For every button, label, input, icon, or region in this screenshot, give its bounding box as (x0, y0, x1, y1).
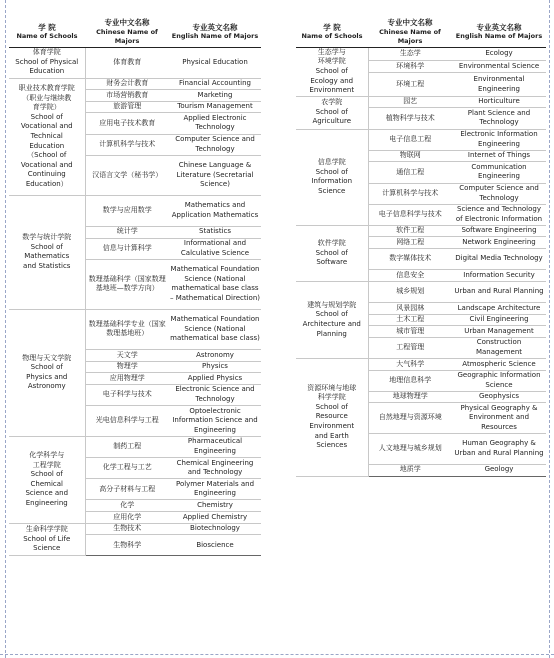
header-row (296, 18, 546, 47)
school-name-line: 工程学院 (32, 460, 61, 469)
major-chinese-name: 统计学 (85, 226, 169, 238)
major-english-name: Ecology (452, 47, 546, 60)
column-header-english: Name of Schools (16, 32, 78, 41)
major-english-name: Information Security (452, 270, 546, 282)
major-chinese-name: 汉语言文学（秘书学） (85, 155, 169, 195)
school-name-line: Education (29, 141, 65, 150)
major-english-name: Mathematics and Application Mathematics (169, 196, 261, 227)
major-english-name: Construction Management (452, 337, 546, 358)
major-chinese-name: 应用物理学 (85, 373, 169, 385)
column-header (85, 18, 169, 47)
major-english-name: Chemical Engineering and Technology (169, 458, 261, 479)
major-english-name: Optoelectronic Information Science and Engineering (169, 406, 261, 437)
major-chinese-name: 城市管理 (368, 326, 452, 338)
major-chinese-name: 高分子材料与工程 (85, 479, 169, 500)
major-english-name: Applied Electronic Technology (169, 113, 261, 134)
major-chinese-name: 电子信息科学与技术 (368, 204, 452, 225)
school-name-line: 建筑与规划学院 (307, 300, 357, 309)
major-row (296, 96, 546, 108)
school-name-line: School of (315, 310, 348, 319)
school-name-line: Astronomy (27, 382, 66, 391)
school-name (296, 359, 368, 477)
school-name-line: Physics and (26, 372, 68, 381)
major-row (9, 78, 261, 90)
school-name-line: 软件学院 (317, 238, 346, 247)
major-chinese-name: 环境工程 (368, 73, 452, 96)
school-name-line: Planning (316, 329, 347, 338)
school-name-line: School of (315, 402, 348, 411)
school-name (9, 309, 85, 436)
school-name-line: （School of (27, 151, 67, 160)
school-name (296, 129, 368, 225)
column-header (452, 18, 546, 47)
major-chinese-name: 园艺 (368, 96, 452, 108)
school-name-line: and Earth (314, 431, 349, 440)
major-row (296, 129, 546, 150)
major-chinese-name: 网络工程 (368, 237, 452, 249)
major-english-name: Science and Technology of Electronic Information (452, 204, 546, 225)
major-english-name: Landscape Architecture (452, 303, 546, 315)
major-english-name: Electronic Information Engineering (452, 129, 546, 150)
major-chinese-name: 光电信息科学与工程 (85, 406, 169, 437)
school-name-line: Science and (25, 489, 69, 498)
major-english-name: Computer Science and Technology (169, 134, 261, 155)
major-row (9, 47, 261, 78)
major-chinese-name: 天文学 (85, 350, 169, 362)
school-name-line: Agriculture (312, 117, 351, 126)
major-english-name: Internet of Things (452, 150, 546, 162)
school-name-line: Sciences (316, 441, 348, 450)
major-english-name: Horticulture (452, 96, 546, 108)
school-name-line: 环境学院 (317, 57, 346, 66)
school-name (296, 281, 368, 358)
school-name-line: School of (30, 242, 63, 251)
column-header-chinese: 专业中文名称 (387, 18, 433, 27)
school-name-line: Resource (315, 412, 348, 421)
major-chinese-name: 生态学 (368, 47, 452, 60)
school-name-line: School of (30, 363, 63, 372)
major-english-name: Statistics (169, 226, 261, 238)
major-english-name: Geographic Information Science (452, 370, 546, 391)
major-chinese-name: 环境科学 (368, 60, 452, 73)
major-english-name: Physical Geography & Environment and Resources (452, 403, 546, 434)
column-header-chinese: 学 院 (323, 22, 341, 32)
school-name-line: Education） (25, 180, 68, 189)
major-chinese-name: 地球物理学 (368, 391, 452, 403)
major-english-name: Marketing (169, 90, 261, 102)
column-header (296, 18, 368, 47)
column-header-chinese: 专业英文名称 (476, 22, 522, 32)
major-chinese-name: 风景园林 (368, 303, 452, 315)
column-header-english: Chinese Name of Majors (96, 27, 158, 46)
major-chinese-name: 地质学 (368, 464, 452, 476)
school-name-line: Engineering (25, 498, 68, 507)
major-english-name: Bioscience (169, 535, 261, 556)
major-english-name: Plant Science and Technology (452, 108, 546, 129)
school-name-line: 物理与天文学院 (22, 353, 72, 362)
major-chinese-name: 旅游管理 (85, 101, 169, 113)
major-english-name: Mathematical Foundation Science (National mathematical base class – Mathematical Direction) (169, 259, 261, 309)
header-row (9, 18, 261, 47)
school-name-line: Vocational and (20, 160, 73, 169)
major-chinese-name: 通信工程 (368, 162, 452, 183)
school-name-line: Environment (309, 422, 355, 431)
school-name-line: 信息学院 (317, 158, 346, 167)
major-english-name: Polymer Materials and Engineering (169, 479, 261, 500)
major-english-name: Electronic Science and Technology (169, 384, 261, 405)
major-row (296, 47, 546, 60)
majors-table-right-column (296, 18, 546, 477)
major-english-name: Informational and Calculative Science (169, 238, 261, 259)
major-english-name: Urban Management (452, 326, 546, 338)
school-name (9, 196, 85, 310)
major-english-name: Digital Media Technology (452, 249, 546, 270)
school-name-line: 育学院） (32, 103, 61, 112)
column-header (368, 18, 452, 47)
column-header-english: Chinese Name of Majors (379, 27, 441, 46)
major-english-name: Geophysics (452, 391, 546, 403)
major-english-name: Software Engineering (452, 225, 546, 237)
school-name-line: 体育学院 (32, 48, 61, 57)
school-name-line: School of (315, 167, 348, 176)
major-english-name: Computer Science and Technology (452, 183, 546, 204)
school-name-line: 化学科学与 (29, 450, 65, 459)
major-chinese-name: 植物科学与技术 (368, 108, 452, 129)
school-name (9, 436, 85, 523)
major-chinese-name: 生物科学 (85, 535, 169, 556)
majors-table (296, 18, 546, 477)
major-english-name: Physical Education (169, 47, 261, 78)
school-name-line: Architecture and (302, 319, 361, 328)
school-name-line: School of Life (23, 534, 71, 543)
school-name-line: 资源环境与地球 (307, 383, 357, 392)
major-chinese-name: 物理学 (85, 361, 169, 373)
school-name-line: Mathematics (24, 252, 70, 261)
major-english-name: Urban and Rural Planning (452, 281, 546, 302)
major-chinese-name: 市场营销教育 (85, 90, 169, 102)
school-name-line: 生命科学学院 (25, 525, 68, 534)
major-chinese-name: 应用电子技术教育 (85, 113, 169, 134)
major-chinese-name: 地理信息科学 (368, 370, 452, 391)
majors-table-left-column (9, 18, 261, 556)
major-english-name: Biotechnology (169, 523, 261, 535)
school-name-line: School of (315, 66, 348, 75)
major-row (296, 359, 546, 371)
column-header (169, 18, 261, 47)
major-row (9, 309, 261, 349)
school-name-line: Science (318, 186, 346, 195)
school-name (296, 96, 368, 129)
school-name (296, 47, 368, 96)
school-name (296, 225, 368, 281)
major-chinese-name: 工程管理 (368, 337, 452, 358)
school-name-line: （职业与继续教 (22, 93, 72, 102)
major-english-name: Environmental Science (452, 60, 546, 73)
major-chinese-name: 数理基础科学（国家数理基地班—数学方向） (85, 259, 169, 309)
school-name-line: School of (315, 107, 348, 116)
major-chinese-name: 大气科学 (368, 359, 452, 371)
page-guide-right (549, 0, 550, 658)
school-name-line: School of (30, 112, 63, 121)
school-name-line: 数学与统计学院 (22, 233, 72, 242)
column-header-chinese: 专业中文名称 (104, 18, 150, 27)
major-english-name: Human Geography & Urban and Rural Planning (452, 434, 546, 465)
major-chinese-name: 体育教育 (85, 47, 169, 78)
major-chinese-name: 城乡规划 (368, 281, 452, 302)
school-name-line: School of (30, 470, 63, 479)
major-english-name: Network Engineering (452, 237, 546, 249)
major-chinese-name: 数字媒体技术 (368, 249, 452, 270)
major-english-name: Applied Chemistry (169, 512, 261, 524)
major-row (296, 281, 546, 302)
school-name (9, 78, 85, 196)
major-chinese-name: 数学与应用数学 (85, 196, 169, 227)
page-guide-bottom (0, 654, 554, 655)
major-chinese-name: 计算机科学与技术 (368, 183, 452, 204)
major-chinese-name: 应用化学 (85, 512, 169, 524)
school-name-line: Education (29, 67, 65, 76)
major-chinese-name: 生物技术 (85, 523, 169, 535)
major-english-name: Civil Engineering (452, 314, 546, 326)
major-english-name: Financial Accounting (169, 78, 261, 90)
school-name-line: Ecology and (310, 76, 354, 85)
school-name-line: Software (316, 258, 348, 267)
major-english-name: Pharmaceutical Engineering (169, 436, 261, 457)
school-name-line: Technical (30, 132, 63, 141)
major-english-name: Environmental Engineering (452, 73, 546, 96)
major-english-name: Applied Physics (169, 373, 261, 385)
school-name-line: Vocational and (20, 122, 73, 131)
major-chinese-name: 制药工程 (85, 436, 169, 457)
school-name-line: 生态学与 (317, 47, 346, 56)
major-row (9, 196, 261, 227)
major-english-name: Mathematical Foundation Science (National mathematical base class) (169, 309, 261, 349)
major-chinese-name: 信息安全 (368, 270, 452, 282)
majors-table (9, 18, 261, 556)
major-chinese-name: 计算机科学与技术 (85, 134, 169, 155)
major-english-name: Chemistry (169, 500, 261, 512)
major-english-name: Geology (452, 464, 546, 476)
school-name-line: Science (33, 544, 61, 553)
school-name (9, 523, 85, 556)
school-name-line: School of (315, 248, 348, 257)
school-name-line: and Statistics (23, 262, 71, 270)
major-chinese-name: 财务会计教育 (85, 78, 169, 90)
major-chinese-name: 电子科学与技术 (85, 384, 169, 405)
major-chinese-name: 人文地理与城乡规划 (368, 434, 452, 465)
major-chinese-name: 数理基础科学专业（国家数理基地班） (85, 309, 169, 349)
major-english-name: Atmospheric Science (452, 359, 546, 371)
major-chinese-name: 自然地理与资源环境 (368, 403, 452, 434)
page-guide-left (5, 0, 6, 658)
school-name-line: 职业技术教育学院 (18, 84, 75, 93)
column-header-chinese: 学 院 (38, 22, 56, 32)
school-name-line: 农学院 (321, 98, 343, 107)
column-header (9, 18, 85, 47)
major-english-name: Physics (169, 361, 261, 373)
major-chinese-name: 土木工程 (368, 314, 452, 326)
major-row (9, 436, 261, 457)
column-header-english: English Name of Majors (455, 32, 543, 41)
school-name (9, 47, 85, 78)
major-chinese-name: 软件工程 (368, 225, 452, 237)
school-name-line: Continuing (27, 170, 66, 179)
major-chinese-name: 电子信息工程 (368, 129, 452, 150)
major-row (9, 523, 261, 535)
school-name-line: School of Physical (15, 57, 79, 66)
school-name-line: Environment (309, 86, 355, 95)
major-english-name: Tourism Management (169, 101, 261, 113)
column-header-english: English Name of Majors (171, 32, 259, 41)
major-english-name: Chinese Language & Literature (Secretarial Science) (169, 155, 261, 195)
major-english-name: Astronomy (169, 350, 261, 362)
major-chinese-name: 化学 (85, 500, 169, 512)
column-header-chinese: 专业英文名称 (192, 22, 238, 32)
major-chinese-name: 物联网 (368, 150, 452, 162)
major-chinese-name: 信息与计算科学 (85, 238, 169, 259)
major-row (296, 225, 546, 237)
column-header-english: Name of Schools (301, 32, 363, 41)
major-english-name: Communication Engineering (452, 162, 546, 183)
major-chinese-name: 化学工程与工艺 (85, 458, 169, 479)
school-name-line: Chemical (30, 479, 63, 488)
school-name-line: 科学学院 (317, 393, 346, 402)
school-name-line: Information (311, 177, 353, 186)
